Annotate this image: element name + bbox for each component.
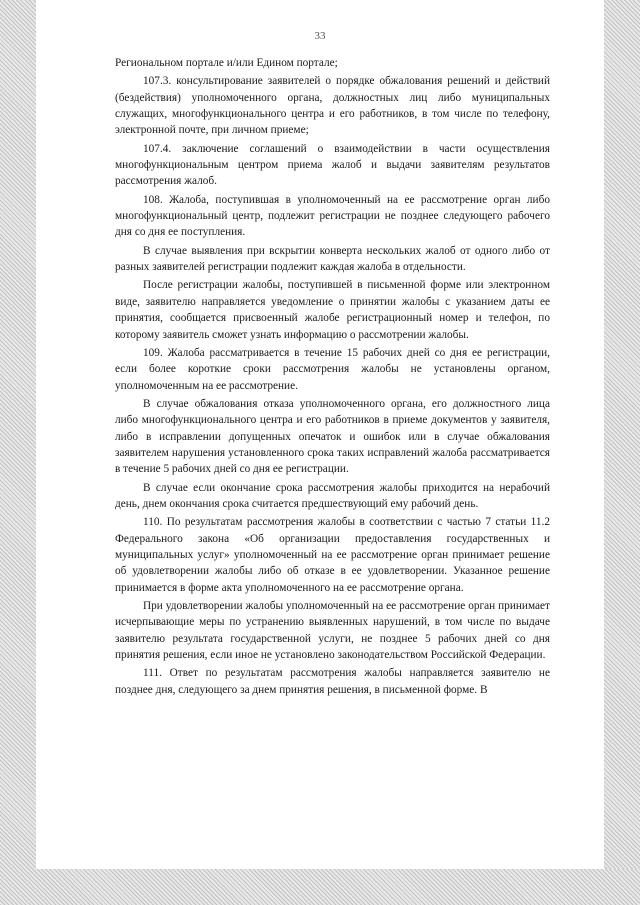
document-body	[115, 55, 550, 700]
paragraph-110: 110. По результатам рассмотрения жалобы в соответствии с частью 7 статьи 11.2 Федерального закона «Об организации предоставления государственных и муниципальных услуг» уполномоченный на ее рассмотрение орган принимает решение об удовлетворении жалобы либо об отказе в ее удовлетворении. Указанное решение принимается в форме акта уполномоченного на ее рассмотрение органа.	[115, 516, 550, 594]
scan-edge-right	[604, 0, 640, 905]
paragraph-after-registration: После регистрации жалобы, поступившей в письменной форме или электронном виде, заявителю направляется уведомление о принятии жалобы с указанием даты ее принятия, сообщается присвоенный жалобе регистрационный номер и телефон, по которому заявитель сможет узнать информацию о рассмотрении жалобы.	[115, 279, 550, 341]
page-number: 33	[314, 30, 326, 42]
paragraph-satisfaction: При удовлетворении жалобы уполномоченный на ее рассмотрение орган принимает исчерпывающие меры по устранению выявленных нарушений, в том числе по выдаче заявителю результата государственной услуги, не позднее 5 рабочих дней со дня принятия решения, если иное не установлено законодательством Российской Федерации.	[115, 600, 550, 662]
paragraph-refusal-appeal: В случае обжалования отказа уполномоченного органа, его должностного лица либо многофункционального центра и его работников в приеме документов у заявителя, либо в исправлении допущенных опечаток и ошибок или в случае обжалования заявителем нарушения установленного срока таких исправлений жалоба рассматривается в течение 5 рабочих дней со дня ее регистрации.	[115, 397, 550, 476]
scan-edge-left	[0, 0, 36, 905]
paragraph-multiple-complaints: В случае выявления при вскрытии конверта нескольких жалоб от одного либо от разных заявителей регистрации подлежит каждая жалоба в отдельности.	[115, 244, 550, 274]
paragraph-continuation: Региональном портале и/или Едином портале;	[115, 57, 338, 69]
paragraph-111: 111. Ответ по результатам рассмотрения жалобы направляется заявителю не позднее дня, следующего за днем принятия решения, в письменной форме. В	[115, 667, 550, 696]
paragraph-108: 108. Жалоба, поступившая в уполномоченный на ее рассмотрение орган либо многофункциональный центр, подлежит регистрации не позднее следующего рабочего дня со дня ее поступления.	[115, 193, 550, 239]
paragraph-107-4: 107.4. заключение соглашений о взаимодействии в части осуществления многофункциональным центром приема жалоб и выдачи заявителям результатов рассмотрения жалоб.	[115, 142, 550, 188]
paragraph-107-3: 107.3. консультирование заявителей о порядке обжалования решений и действий (бездействия) уполномоченного органа, должностных лиц либо муниципальных служащих, многофункционального центра и его работников, в том числе по телефону, электронной почте, при личном приеме;	[115, 75, 550, 137]
scan-edge-bottom	[0, 869, 640, 905]
paragraph-non-working-day: В случае если окончание срока рассмотрения жалобы приходится на нерабочий день, днем окончания срока считается предшествующий ему рабочий день.	[115, 481, 550, 510]
paragraph-109: 109. Жалоба рассматривается в течение 15 рабочих дней со дня ее регистрации, если более короткие сроки рассмотрения жалобы не установлены органом, уполномоченным на ее рассмотрение.	[115, 346, 550, 392]
